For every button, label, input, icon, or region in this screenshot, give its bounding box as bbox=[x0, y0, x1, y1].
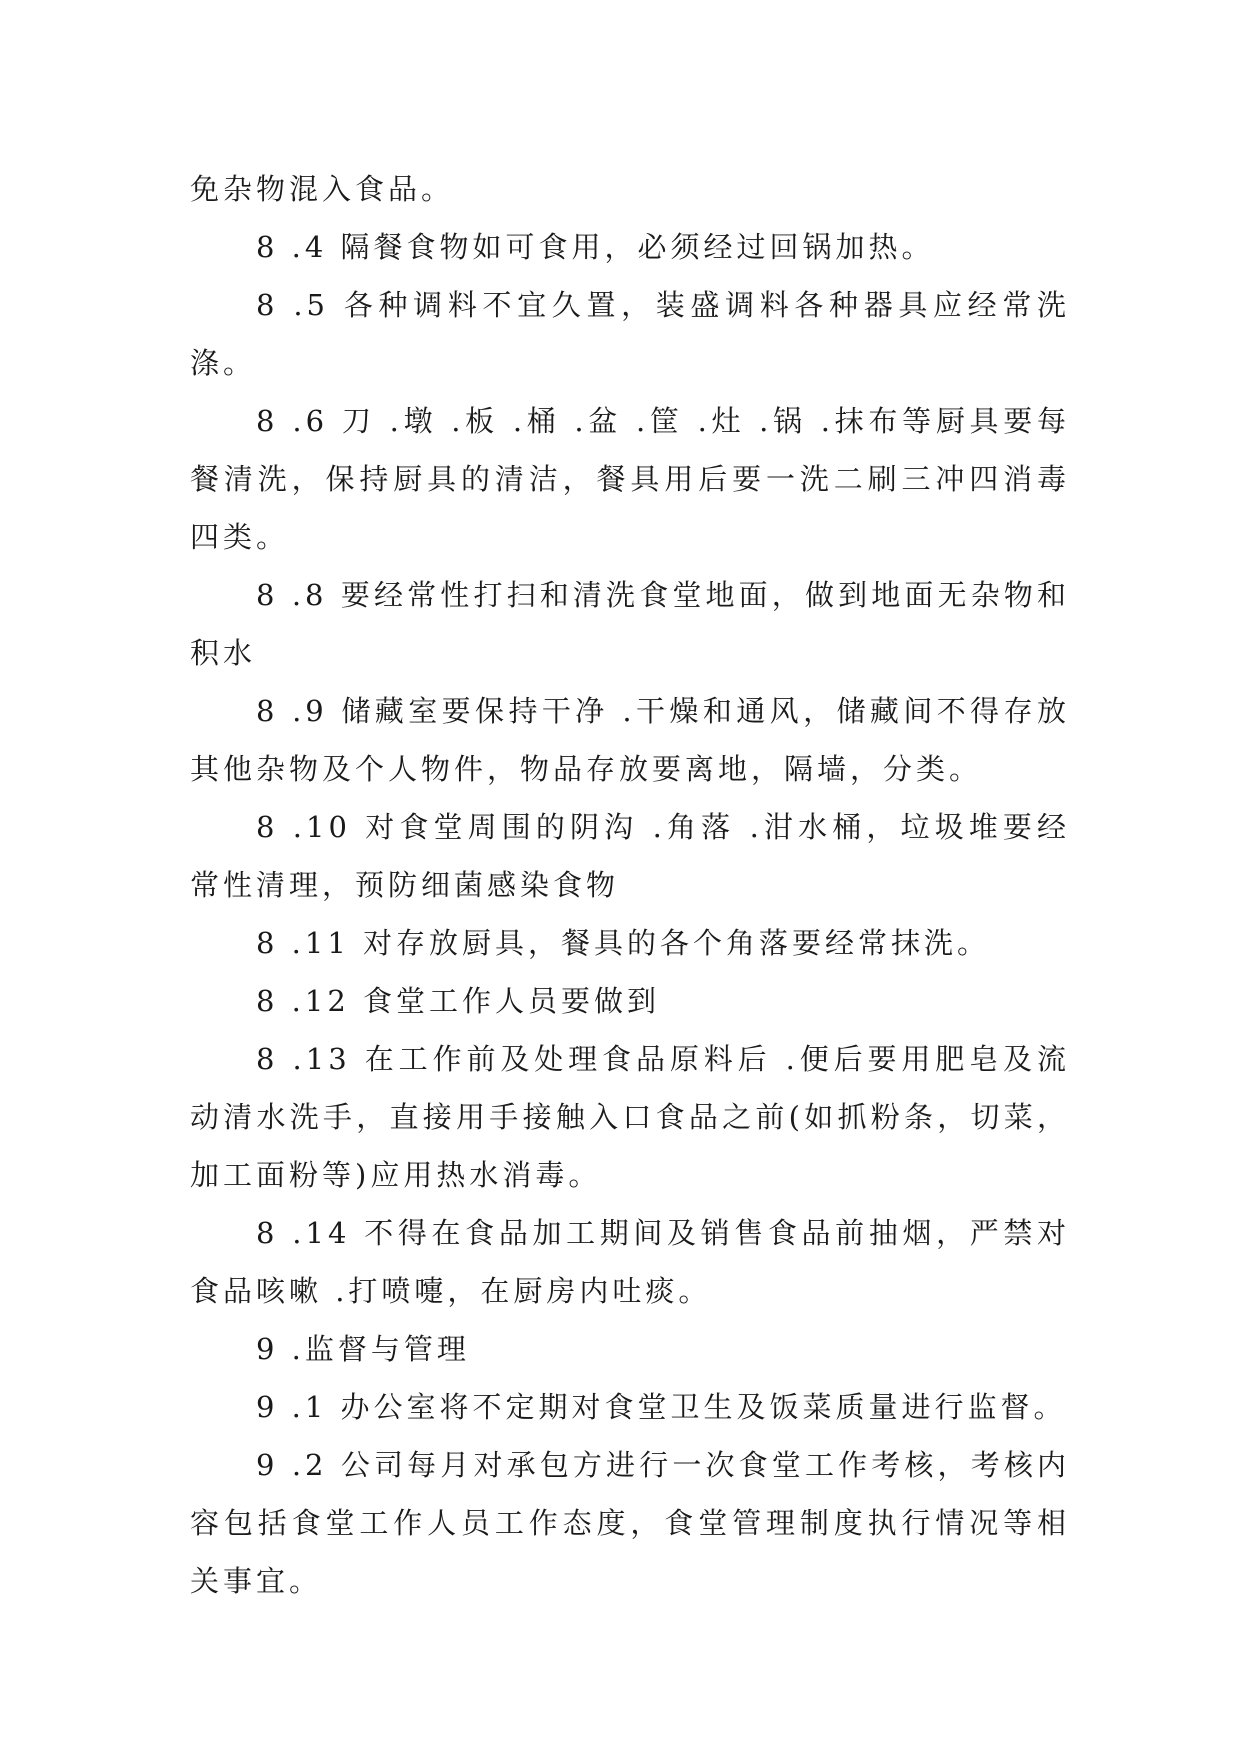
paragraph-8-6: 8 .6 刀 .墩 .板 .桶 .盆 .筐 .灶 .锅 .抹布等厨具要每餐清洗，保持厨具的清洁，餐具用后要一洗二刷三冲四消毒四类。 bbox=[190, 404, 1070, 554]
paragraph-8-11: 8 .11 对存放厨具，餐具的各个角落要经常抹洗。 bbox=[256, 926, 991, 960]
document-body bbox=[190, 160, 1070, 1610]
paragraph-8-8: 8 .8 要经常性打扫和清洗食堂地面，做到地面无杂物和积水 bbox=[190, 578, 1070, 670]
paragraph-8-10: 8 .10 对食堂周围的阴沟 .角落 .泔水桶，垃圾堆要经常性清理，预防细菌感染食物 bbox=[190, 810, 1070, 902]
paragraph-continuation: 免杂物混入食品。 bbox=[190, 172, 455, 206]
paragraph-8-13: 8 .13 在工作前及处理食品原料后 .便后要用肥皂及流动清水洗手，直接用手接触入口食品之前(如抓粉条，切菜，加工面粉等)应用热水消毒。 bbox=[190, 1042, 1070, 1192]
paragraph-8-4: 8 .4 隔餐食物如可食用，必须经过回锅加热。 bbox=[256, 230, 935, 264]
paragraph-9-1: 9 .1 办公室将不定期对食堂卫生及饭菜质量进行监督。 bbox=[256, 1390, 1067, 1424]
paragraph-9-2: 9 .2 公司每月对承包方进行一次食堂工作考核，考核内容包括食堂工作人员工作态度，食堂管理制度执行情况等相关事宜。 bbox=[190, 1448, 1070, 1598]
paragraph-8-14: 8 .14 不得在食品加工期间及销售食品前抽烟，严禁对食品咳嗽 .打喷嚏，在厨房内吐痰。 bbox=[190, 1216, 1070, 1308]
section-heading-9: 9 .监督与管理 bbox=[256, 1332, 470, 1366]
paragraph-8-9: 8 .9 储藏室要保持干净 .干燥和通风，储藏间不得存放其他杂物及个人物件，物品存放要离地，隔墙，分类。 bbox=[190, 694, 1070, 786]
paragraph-8-5: 8 .5 各种调料不宜久置，装盛调料各种器具应经常洗涤。 bbox=[190, 288, 1070, 380]
paragraph-8-12: 8 .12 食堂工作人员要做到 bbox=[256, 984, 661, 1018]
